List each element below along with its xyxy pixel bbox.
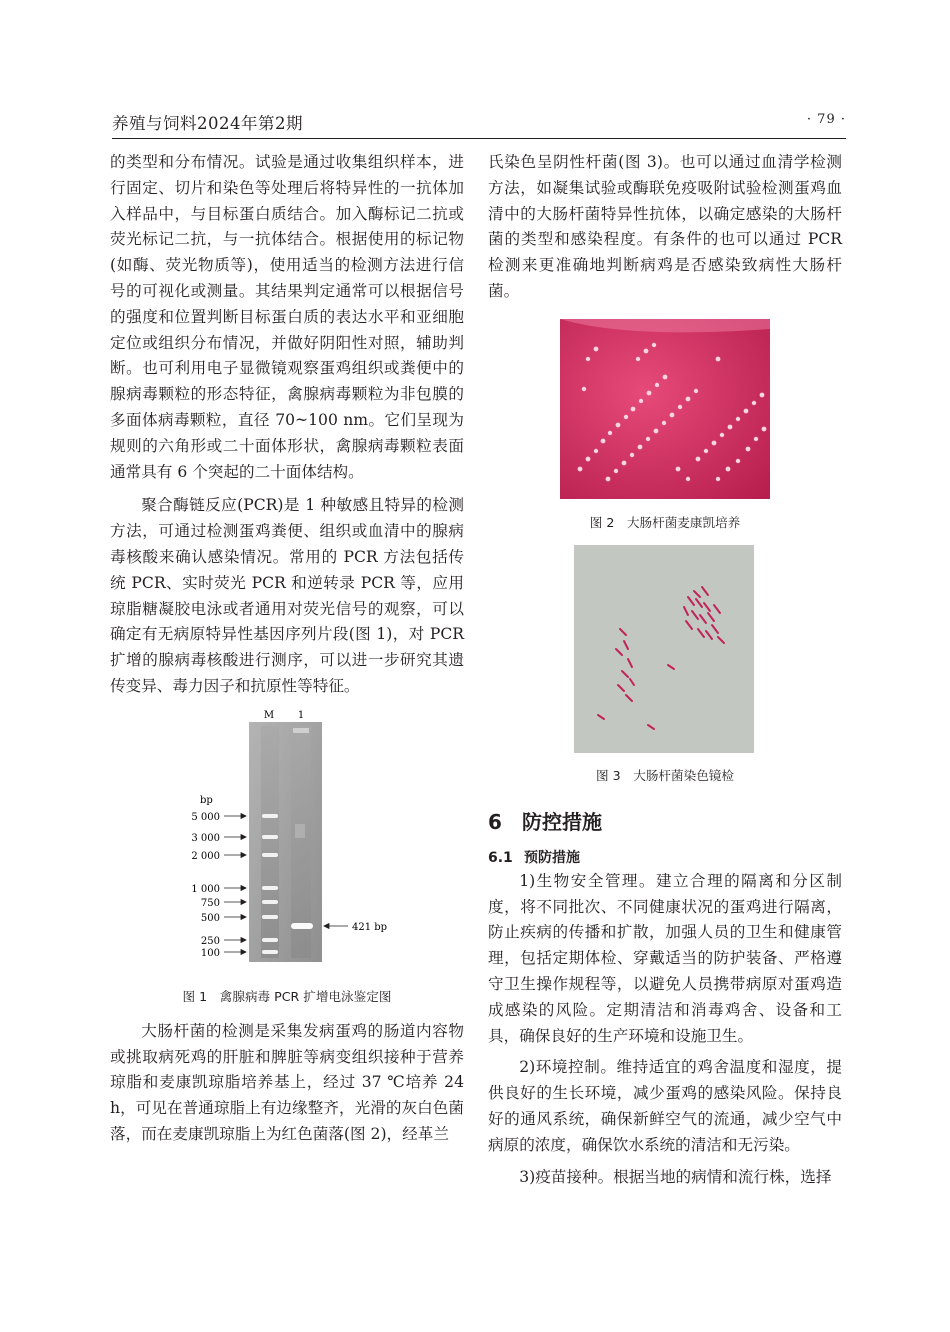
paragraph-gram-stain: 氏染色呈阴性杆菌(图 3)。也可以通过血清学检测方法，如凝集试验或酶联免疫吸附试验检测蛋鸡血清中的大肠杆菌特异性抗体，以确定感染的大肠杆菌的类型和感染程度。有条件的也可以通过 PCR 检测来更准确地判断病鸡是否感染致病性大肠杆菌。 xyxy=(488,153,842,300)
paragraph-biosecurity: 1)生物安全管理。建立合理的隔离和分区制度，将不同批次、不同健康状况的蛋鸡进行隔离，防止疾病的传播和扩散，加强人员的卫生和健康管理，包括定期体检、穿戴适当的防护装备、严格遵守卫生操作规程等，以避免人员携带病原对蛋鸡造成感染的风险。定期清洁和消毒鸡舍、设备和工具，确保良好的生产环境和设施卫生。 xyxy=(488,871,842,1045)
section-heading xyxy=(488,806,842,835)
agar-plate xyxy=(560,319,770,499)
unit-label: bp xyxy=(200,794,213,806)
figure-2 xyxy=(488,319,842,531)
macconkey-culture-image xyxy=(488,319,842,499)
band-2000 xyxy=(262,853,278,857)
marker-label-2000: 2 000 xyxy=(191,850,220,862)
sample-arrow xyxy=(324,923,348,928)
band-size-label: 421 bp xyxy=(352,921,388,933)
paragraph-ecoli-detection: 大肠杆菌的检测是采集发病蛋鸡的肠道内容物或挑取病死鸡的肝脏和脾脏等病变组织接种于营养琼脂和麦康凯琼脂培养基上，经过 37 ℃培养 24 h，可见在普通琼脂上有边缘整齐，光滑的灰白色菌落，而在麦康凯琼脂上为红色菌落(图 2)，经革兰 xyxy=(110,1021,464,1143)
band-5000 xyxy=(262,814,278,818)
figure-3 xyxy=(488,545,842,784)
section-title: 防控措施 xyxy=(522,809,602,834)
marker-lane xyxy=(261,726,279,958)
gel-electrophoresis-image xyxy=(110,706,464,976)
paragraph-pcr: 聚合酶链反应(PCR)是 1 种敏感且特异的检测方法，可通过检测蛋鸡粪便、组织或血清中的腺病毒核酸来确认感染情况。常用的 PCR 方法包括传统 PCR、实时荧光 PCR 和逆转录 PCR 等，应用琼脂糖凝胶电泳或者通用对荧光信号的观察，可以确定有无病原特异性基因序列片段(图 1)，对 PCR 扩增的腺病毒核酸进行测序，可以进一步研究其遗传变异、毒力因子和抗原性等特征。 xyxy=(110,496,464,695)
figure-1 xyxy=(110,706,464,1005)
smear xyxy=(295,824,305,838)
band-1000 xyxy=(262,886,278,890)
marker-arrows xyxy=(224,813,246,954)
band-250 xyxy=(262,938,278,942)
marker-label-5000: 5 000 xyxy=(191,811,220,823)
paragraph-vaccination: 3)疫苗接种。根据当地的病情和流行株，选择 xyxy=(519,1167,832,1186)
sample-well xyxy=(293,728,309,733)
journal-title: 养殖与饲料2024年第2期 xyxy=(112,114,303,133)
right-column xyxy=(488,150,842,1190)
subsection-heading xyxy=(488,847,842,867)
figure-1-caption: 图 1 禽腺病毒 PCR 扩增电泳鉴定图 xyxy=(182,988,392,1004)
left-column xyxy=(110,150,464,1148)
marker-label-100: 100 xyxy=(200,947,220,959)
figure-3-caption: 图 3 大肠杆菌染色镜检 xyxy=(596,767,734,783)
band-3000 xyxy=(262,835,278,839)
band-750 xyxy=(262,900,278,904)
marker-label-250: 250 xyxy=(200,935,220,947)
sample-band-421 xyxy=(291,923,313,929)
marker-label-500: 500 xyxy=(200,912,220,924)
marker-label-1000: 1 000 xyxy=(191,883,220,895)
marker-label-750: 750 xyxy=(200,897,220,909)
section-number: 6 xyxy=(488,809,502,834)
lane-label-1: 1 xyxy=(297,709,305,721)
subsection-number: 6.1 xyxy=(488,849,513,866)
running-header xyxy=(112,110,846,136)
header-rule xyxy=(112,138,846,139)
lane-label-m: M xyxy=(263,709,275,721)
band-100 xyxy=(262,950,278,954)
paragraph-ihc: 的类型和分布情况。试验是通过收集组织样本，进行固定、切片和染色等处理后将特异性的一抗体加入样品中，与目标蛋白质结合。加入酶标记二抗或荧光标记二抗，与一抗体结合。根据使用的标记物(如酶、荧光物质等)，使用适当的检测方法进行信号的可视化或测量。其结果判定通常可以根据信号的强度和位置判断目标蛋白质的表达水平和亚细胞定位或组织分布情况，并做好阴阳性对照，辅助判断。也可利用电子显微镜观察蛋鸡组织或粪便中的腺病毒颗粒的形态特征，禽腺病毒颗粒为非包膜的多面体病毒颗粒，直径 70~100 nm。它们呈现为规则的六角形或二十面体形状，禽腺病毒颗粒表面通常具有 6 个突起的二十面体结构。 xyxy=(110,153,464,481)
marker-label-3000: 3 000 xyxy=(191,832,220,844)
microscopy-image xyxy=(488,545,842,753)
page-number: · 79 · xyxy=(806,112,846,127)
band-500 xyxy=(262,915,278,919)
paragraph-environment: 2)环境控制。维持适宜的鸡舍温度和湿度，提供良好的生长环境，减少蛋鸡的感染风险。保持良好的通风系统，确保新鲜空气的流通，减少空气中病原的浓度，确保饮水系统的清洁和无污染。 xyxy=(488,1058,842,1154)
figure-2-caption: 图 2 大肠杆菌麦康凯培养 xyxy=(589,514,741,530)
subsection-title: 预防措施 xyxy=(524,849,580,866)
